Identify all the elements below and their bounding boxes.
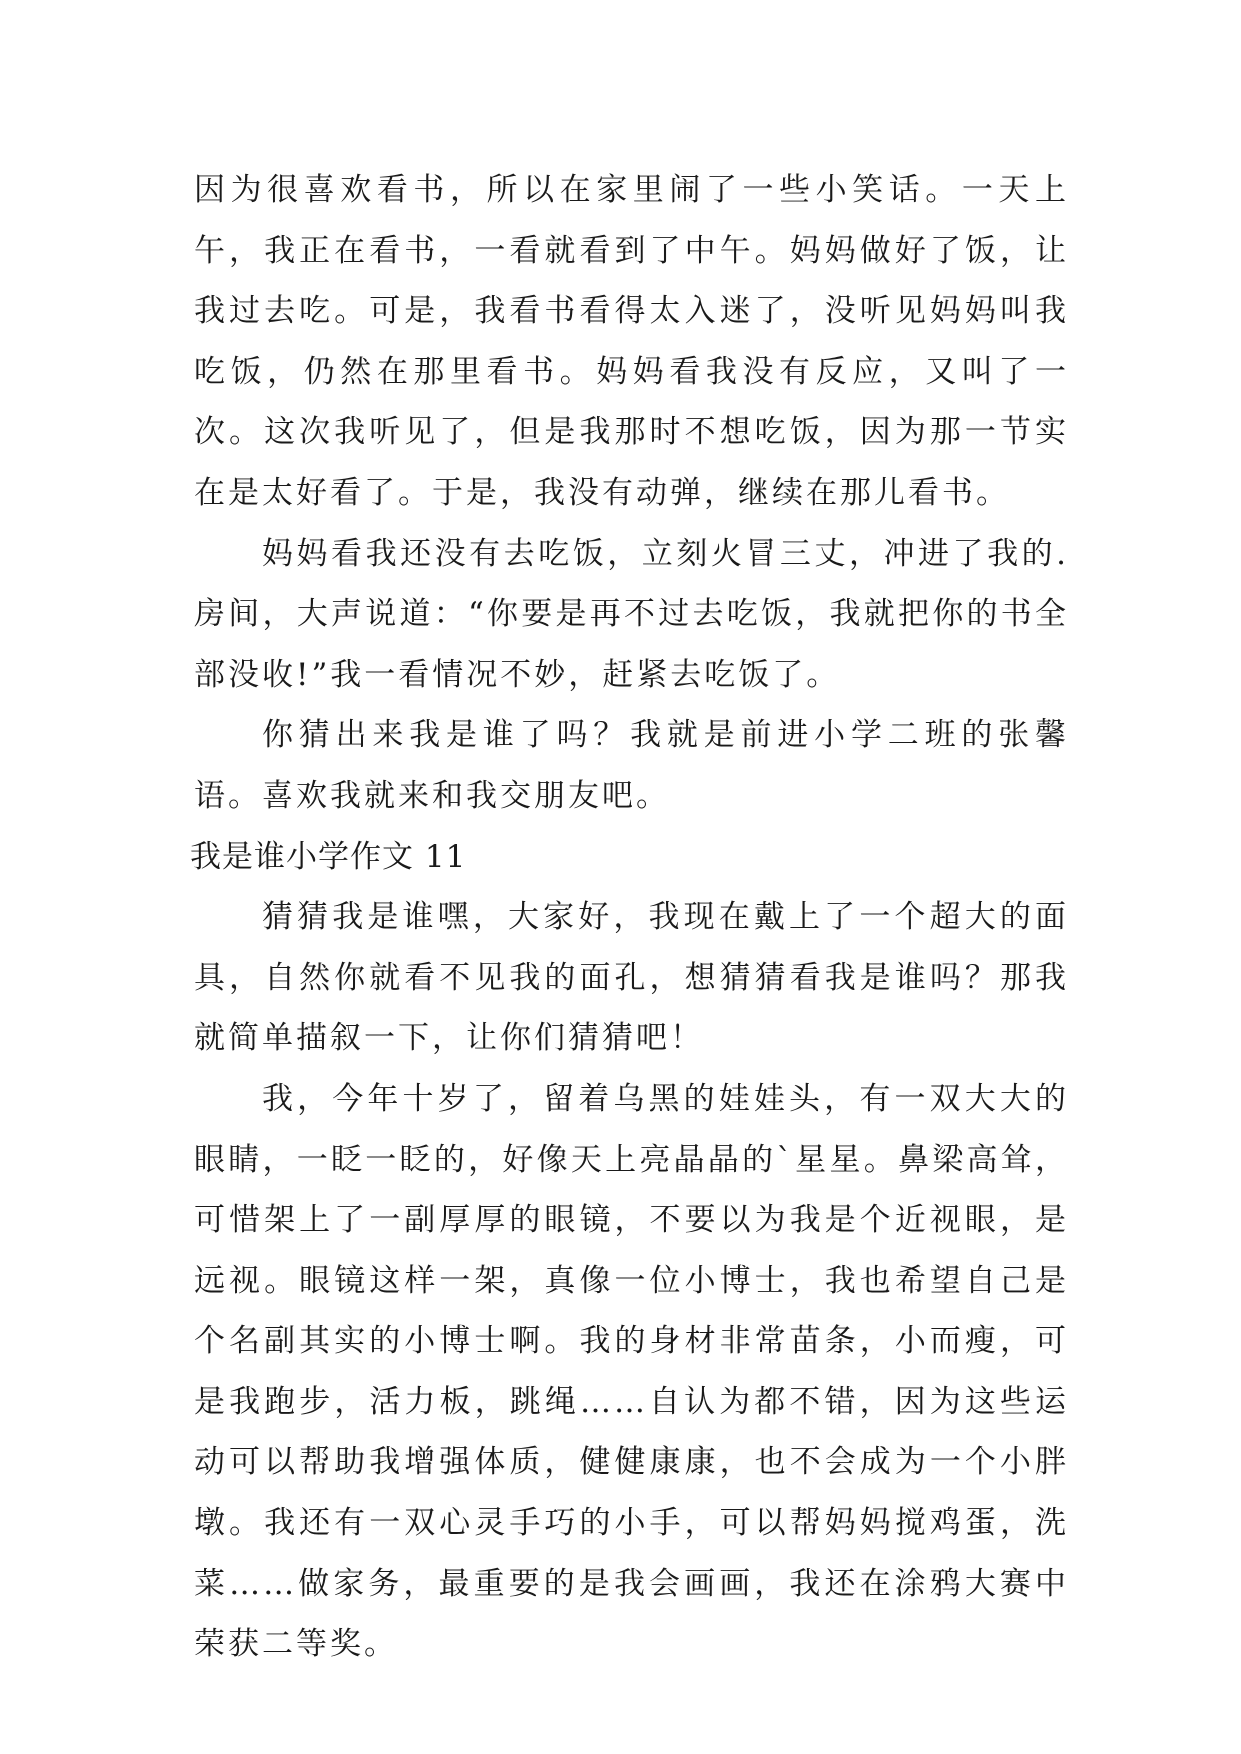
paragraph: 我，今年十岁了，留着乌黑的娃娃头，有一双大大的眼睛，一眨一眨的，好像天上亮晶晶的`星星。鼻梁高耸，可惜架上了一副厚厚的眼镜，不要以为我是个近视眼，是远视。眼镜这样一架，真像一位小博士，我也希望自己是个名副其实的小博士啊。我的身材非常苗条，小而瘦，可是我跑步，活力板，跳绳……自认为都不错，因为这些运动可以帮助我增强体质，健健康康，也不会成为一个小胖墩。我还有一双心灵手巧的小手，可以帮妈妈搅鸡蛋，洗菜……做家务，最重要的是我会画画，我还在涂鸦大赛中荣获二等奖。 (194, 1080, 1069, 1663)
section-title: 我是谁小学作文 11 (190, 838, 467, 875)
paragraph: 因为很喜欢看书，所以在家里闹了一些小笑话。一天上午，我正在看书，一看就看到了中午。妈妈做好了饭，让我过去吃。可是，我看书看得太入迷了，没听见妈妈叫我吃饭，仍然在那里看书。妈妈看我没有反应，又叫了一次。这次我听见了，但是我那时不想吃饭，因为那一节实在是太好看了。于是，我没有动弹，继续在那儿看书。 (194, 172, 1069, 511)
document-body (190, 160, 1069, 1675)
paragraph: 妈妈看我还没有去吃饭，立刻火冒三丈，冲进了我的.房间，大声说道：“你要是再不过去吃饭，我就把你的书全部没收!”我一看情况不妙，赶紧去吃饭了。 (194, 535, 1069, 693)
paragraph: 猜猜我是谁嘿，大家好，我现在戴上了一个超大的面具，自然你就看不见我的面孔，想猜猜看我是谁吗？那我就简单描叙一下，让你们猜猜吧！ (194, 899, 1069, 1057)
paragraph: 你猜出来我是谁了吗？我就是前进小学二班的张馨语。喜欢我就来和我交朋友吧。 (194, 717, 1069, 814)
